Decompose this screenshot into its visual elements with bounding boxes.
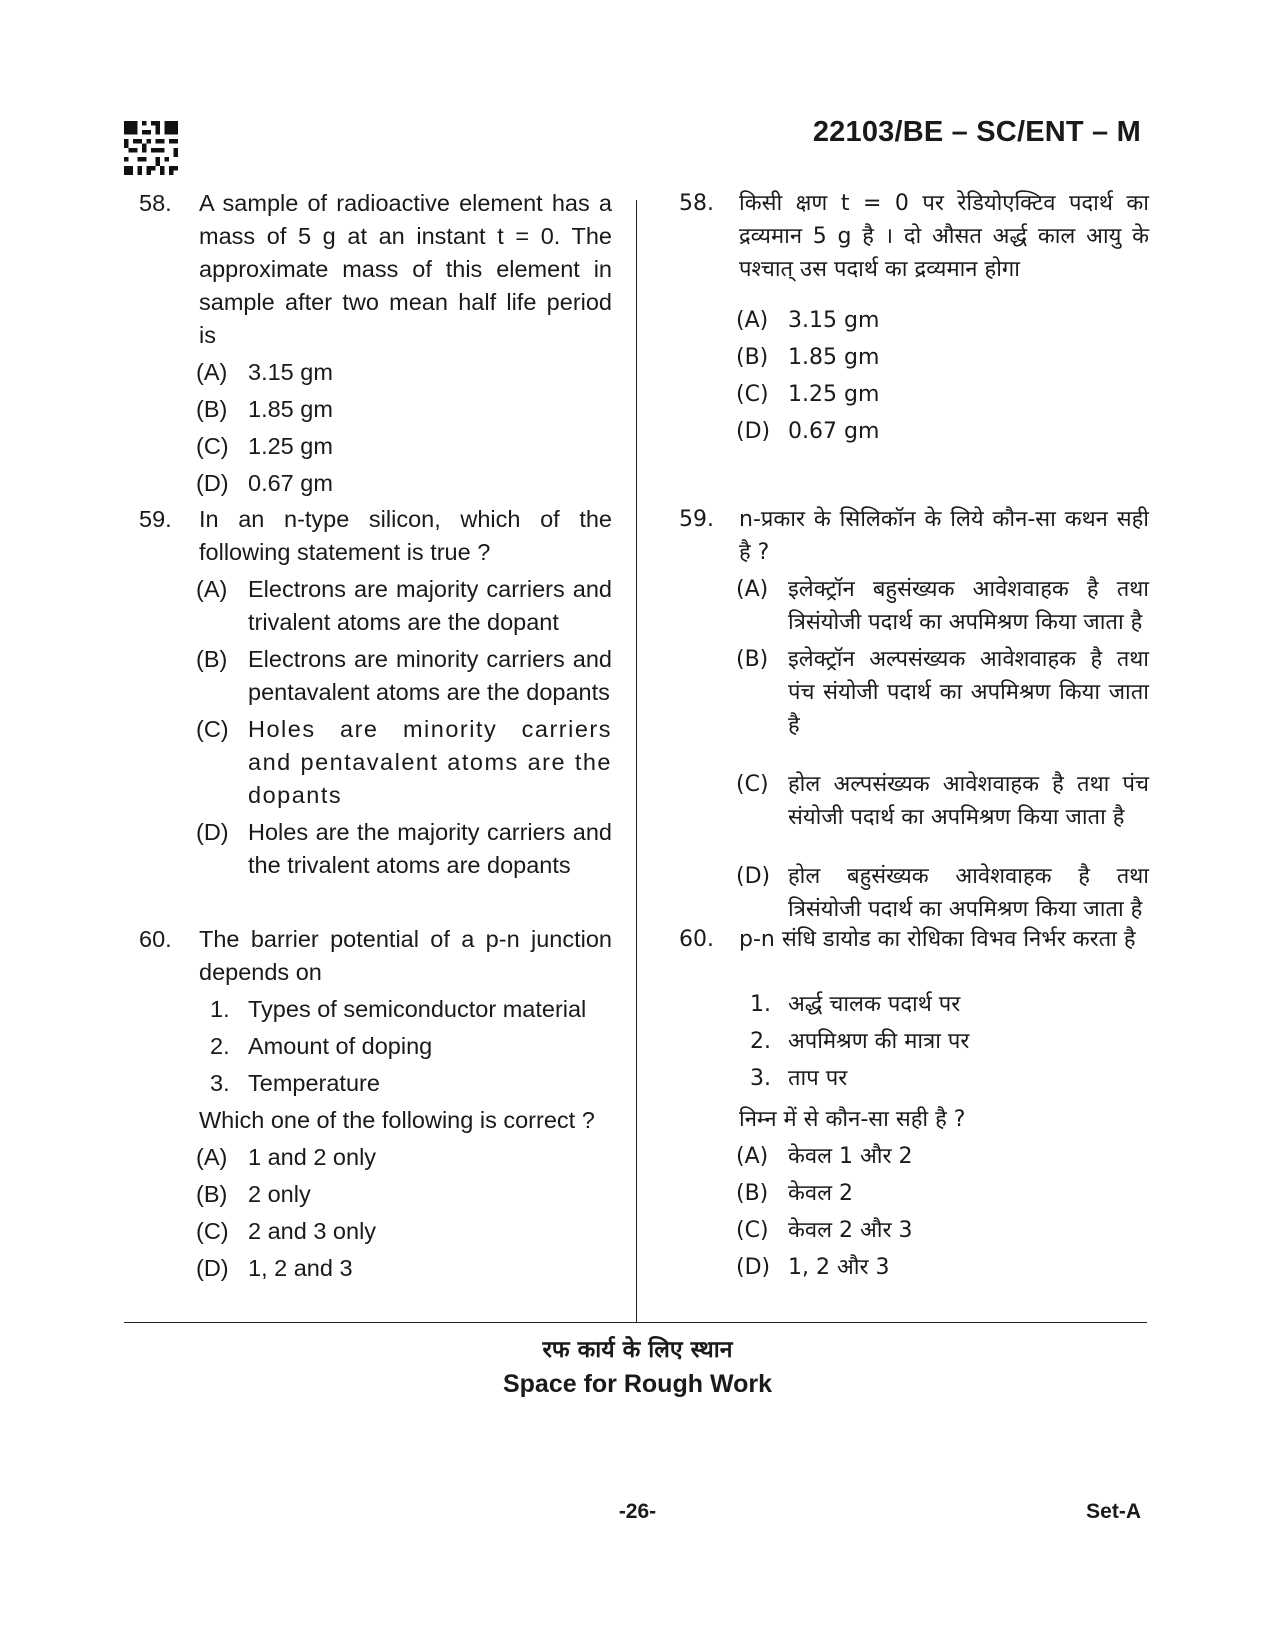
item-text: Temperature bbox=[248, 1070, 380, 1096]
option-d[interactable] bbox=[736, 415, 1149, 448]
question-text: In an n-type silicon, which of the following statement is true ? bbox=[199, 506, 612, 565]
option-b[interactable] bbox=[736, 643, 1149, 742]
option-c[interactable] bbox=[196, 713, 612, 812]
question-number: 58. bbox=[679, 191, 714, 216]
rough-work-title: Space for Rough Work bbox=[502, 1370, 772, 1398]
question-59-hi bbox=[664, 503, 1149, 930]
option-label: (B) bbox=[736, 1181, 769, 1206]
option-text: 2 and 3 only bbox=[248, 1218, 377, 1244]
page-number: -26- bbox=[618, 1500, 657, 1523]
option-c[interactable] bbox=[736, 1214, 1149, 1247]
option-label: (C) bbox=[736, 772, 769, 797]
item-text: Types of semiconductor material bbox=[248, 996, 587, 1022]
question-number: 60. bbox=[139, 926, 172, 952]
question-60-en bbox=[124, 923, 612, 1289]
set-label: Set-A bbox=[1086, 1500, 1141, 1523]
options bbox=[196, 573, 612, 882]
options bbox=[196, 356, 612, 500]
question-58-hi bbox=[664, 187, 1149, 452]
option-b[interactable] bbox=[736, 1177, 1149, 1210]
option-text: 1.25 gm bbox=[788, 382, 880, 407]
item-label: 1. bbox=[210, 996, 230, 1022]
option-c[interactable] bbox=[196, 1215, 612, 1248]
item-text: अर्द्ध चालक पदार्थ पर bbox=[788, 992, 961, 1017]
question-prompt: Which one of the following is correct ? bbox=[199, 1107, 595, 1133]
option-d[interactable] bbox=[736, 1251, 1149, 1284]
statement-item bbox=[750, 1025, 1149, 1058]
item-label: 3. bbox=[750, 1066, 771, 1091]
option-d[interactable] bbox=[196, 816, 612, 882]
option-label: (D) bbox=[196, 1255, 229, 1281]
option-text: 1, 2 और 3 bbox=[788, 1255, 890, 1280]
option-label: (A) bbox=[736, 577, 769, 602]
option-text: 1.85 gm bbox=[788, 345, 880, 370]
question-text: The barrier potential of a p-n junction depends on bbox=[199, 926, 612, 985]
option-text: इलेक्ट्रॉन अल्पसंख्यक आवेशवाहक है तथा पंच संयोजी पदार्थ का अपमिश्रण किया जाता है bbox=[788, 647, 1149, 738]
question-text: किसी क्षण t = 0 पर रेडियोएक्टिव पदार्थ का द्रव्यमान 5 g है । दो औसत अर्द्ध काल आयु के पश्चात् उस पदार्थ का द्रव्यमान होगा bbox=[739, 191, 1149, 282]
option-label: (D) bbox=[196, 470, 229, 496]
option-text: Electrons are minority carriers and pentavalent atoms are the dopants bbox=[248, 646, 612, 705]
option-label: (B) bbox=[736, 647, 769, 672]
option-text: केवल 1 और 2 bbox=[788, 1144, 913, 1169]
option-a[interactable] bbox=[196, 356, 612, 389]
option-label: (B) bbox=[736, 345, 769, 370]
option-a[interactable] bbox=[736, 304, 1149, 337]
option-text: केवल 2 और 3 bbox=[788, 1218, 913, 1243]
option-label: (D) bbox=[736, 1255, 771, 1280]
item-text: Amount of doping bbox=[248, 1033, 433, 1059]
option-c[interactable] bbox=[736, 378, 1149, 411]
statement-item bbox=[750, 1062, 1149, 1095]
option-text: 1.25 gm bbox=[248, 433, 333, 459]
option-a[interactable] bbox=[196, 1141, 612, 1174]
option-label: (C) bbox=[736, 1218, 769, 1243]
statement-item bbox=[210, 993, 612, 1026]
option-label: (B) bbox=[196, 646, 228, 672]
rough-work-title-hindi: रफ कार्य के लिए स्थान bbox=[542, 1337, 733, 1363]
question-prompt: निम्न में से कौन-सा सही है ? bbox=[739, 1107, 966, 1132]
statement-list bbox=[664, 988, 1149, 1095]
option-label: (A) bbox=[196, 359, 228, 385]
option-a[interactable] bbox=[196, 573, 612, 639]
options bbox=[736, 573, 1149, 926]
question-59-en bbox=[124, 503, 612, 886]
question-text: A sample of radioactive element has a mass of 5 g at an instant t = 0. The approximate mass of this element in sample after two mean half life period is bbox=[199, 190, 612, 348]
paper-code: 22103/BE – SC/ENT – M bbox=[812, 116, 1141, 148]
option-text: 1.85 gm bbox=[248, 396, 333, 422]
option-label: (A) bbox=[736, 308, 769, 333]
option-text: केवल 2 bbox=[788, 1181, 854, 1206]
option-c[interactable] bbox=[736, 768, 1149, 834]
item-label: 2. bbox=[210, 1033, 230, 1059]
option-label: (B) bbox=[196, 1181, 228, 1207]
option-c[interactable] bbox=[196, 430, 612, 463]
question-58-en bbox=[124, 187, 612, 504]
option-label: (D) bbox=[196, 819, 229, 845]
option-text: 1, 2 and 3 bbox=[248, 1255, 353, 1281]
question-number: 58. bbox=[139, 190, 172, 216]
item-label: 3. bbox=[210, 1070, 230, 1096]
option-b[interactable] bbox=[196, 1178, 612, 1211]
qr-code bbox=[124, 121, 178, 175]
option-text: होल अल्पसंख्यक आवेशवाहक है तथा पंच संयोजी पदार्थ का अपमिश्रण किया जाता है bbox=[788, 772, 1149, 830]
option-label: (D) bbox=[736, 864, 771, 889]
option-b[interactable] bbox=[196, 643, 612, 709]
option-d[interactable] bbox=[736, 860, 1149, 926]
question-text: p-n संधि डायोड का रोधिका विभव निर्भर करता है bbox=[739, 927, 1136, 952]
statement-list bbox=[124, 993, 612, 1100]
option-d[interactable] bbox=[196, 1252, 612, 1285]
option-label: (A) bbox=[736, 1144, 769, 1169]
item-label: 1. bbox=[750, 992, 771, 1017]
option-text: 1 and 2 only bbox=[248, 1144, 377, 1170]
item-text: ताप पर bbox=[788, 1066, 848, 1091]
option-text: 2 only bbox=[248, 1181, 311, 1207]
statement-item bbox=[210, 1030, 612, 1063]
rough-work-divider bbox=[124, 1322, 1147, 1323]
option-text: 3.15 gm bbox=[248, 359, 333, 385]
option-text: इलेक्ट्रॉन बहुसंख्यक आवेशवाहक है तथा त्रिसंयोजी पदार्थ का अपमिश्रण किया जाता है bbox=[788, 577, 1149, 635]
statement-item bbox=[750, 988, 1149, 1021]
option-label: (C) bbox=[196, 716, 229, 742]
option-text: Holes are minority carriers and pentavalent atoms are the dopants bbox=[248, 716, 612, 808]
option-label: (A) bbox=[196, 1144, 228, 1170]
option-b[interactable] bbox=[736, 341, 1149, 374]
option-text: Holes are the majority carriers and the trivalent atoms are dopants bbox=[248, 819, 612, 878]
option-label: (B) bbox=[196, 396, 228, 422]
column-divider bbox=[636, 200, 637, 1322]
option-d[interactable] bbox=[196, 467, 612, 500]
option-b[interactable] bbox=[196, 393, 612, 426]
option-label: (C) bbox=[736, 382, 769, 407]
option-text: Electrons are majority carriers and trivalent atoms are the dopant bbox=[248, 576, 612, 635]
option-label: (A) bbox=[196, 576, 228, 602]
options bbox=[736, 304, 1149, 448]
item-label: 2. bbox=[750, 1029, 771, 1054]
option-label: (C) bbox=[196, 433, 229, 459]
option-text: होल बहुसंख्यक आवेशवाहक है तथा त्रिसंयोजी पदार्थ का अपमिश्रण किया जाता है bbox=[788, 864, 1149, 922]
option-label: (D) bbox=[736, 419, 771, 444]
option-label: (C) bbox=[196, 1218, 229, 1244]
options bbox=[736, 1140, 1149, 1284]
statement-item bbox=[210, 1067, 612, 1100]
option-text: 3.15 gm bbox=[788, 308, 880, 333]
option-a[interactable] bbox=[736, 1140, 1149, 1173]
option-text: 0.67 gm bbox=[248, 470, 333, 496]
item-text: अपमिश्रण की मात्रा पर bbox=[788, 1029, 970, 1054]
question-number: 59. bbox=[679, 507, 714, 532]
options bbox=[196, 1141, 612, 1285]
question-text: n-प्रकार के सिलिकॉन के लिये कौन-सा कथन सही है ? bbox=[739, 507, 1149, 565]
option-text: 0.67 gm bbox=[788, 419, 880, 444]
option-a[interactable] bbox=[736, 573, 1149, 639]
question-number: 60. bbox=[679, 927, 714, 952]
question-60-hi bbox=[664, 923, 1149, 1288]
question-number: 59. bbox=[139, 506, 172, 532]
